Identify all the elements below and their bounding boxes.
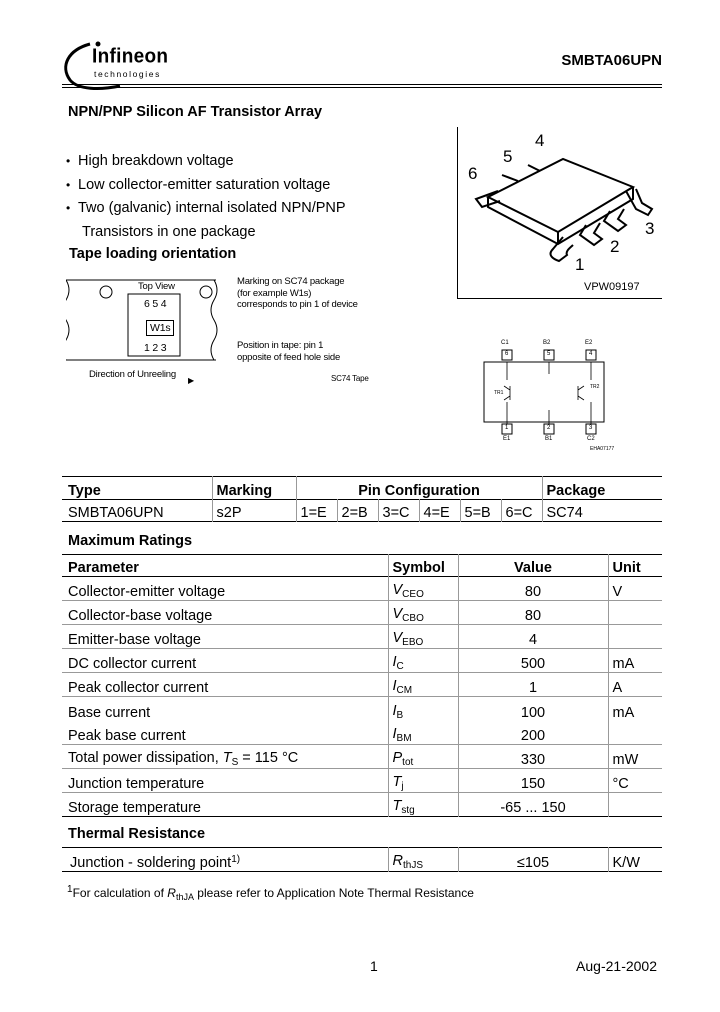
param-cell: Peak collector current bbox=[68, 680, 209, 696]
symbol-cell bbox=[388, 745, 458, 769]
schem-tr2: TR2 bbox=[590, 384, 600, 390]
tape-label: SC74 Tape bbox=[331, 374, 369, 383]
feature-item: • High breakdown voltage bbox=[66, 150, 346, 174]
symbol-sub: tot bbox=[402, 757, 414, 768]
sc74-package-icon bbox=[458, 127, 663, 299]
table-row bbox=[62, 577, 662, 601]
table-row bbox=[62, 769, 662, 793]
param-cell: Emitter-base voltage bbox=[68, 632, 201, 648]
symbol-cell bbox=[388, 793, 458, 817]
value-cell: 150 bbox=[458, 769, 608, 793]
table-row bbox=[62, 793, 662, 817]
tape-top-view: Top View bbox=[138, 281, 175, 292]
tape-note-1 bbox=[237, 276, 358, 311]
symbol-sub: j bbox=[401, 781, 404, 792]
schem-top-label: C1 bbox=[501, 340, 509, 346]
table-row bbox=[62, 848, 662, 872]
pkg-pin-label: 3 bbox=[645, 219, 655, 238]
feature-item: • Two (galvanic) internal isolated NPN/PNP bbox=[66, 197, 346, 221]
unit-cell bbox=[608, 625, 662, 649]
symbol-sub: C bbox=[396, 661, 404, 672]
table-row bbox=[62, 721, 662, 745]
thermal-table bbox=[62, 847, 662, 872]
tape-note-line: (for example W1s) bbox=[237, 287, 312, 299]
param-cell: Junction temperature bbox=[68, 776, 205, 792]
footnote-ref: 1) bbox=[231, 854, 241, 865]
schem-top-num: 5 bbox=[547, 351, 551, 357]
schem-top-num: 6 bbox=[505, 351, 509, 357]
schem-bottom-label: B1 bbox=[545, 436, 553, 442]
schem-bottom-label: C2 bbox=[587, 436, 595, 442]
tape-diagram bbox=[66, 276, 236, 366]
value-cell: 1 bbox=[458, 673, 608, 697]
param-cell: Collector-emitter voltage bbox=[68, 584, 226, 600]
pkg-pin-label: 1 bbox=[575, 255, 585, 274]
table-row bbox=[62, 601, 662, 625]
parameter-header: Parameter bbox=[68, 560, 139, 576]
symbol: T bbox=[392, 798, 402, 814]
schem-tr1: TR1 bbox=[494, 390, 504, 396]
value-cell: 330 bbox=[458, 745, 608, 769]
unit-cell: mA bbox=[608, 649, 662, 673]
tape-note-line: Position in tape: pin 1 bbox=[237, 340, 324, 351]
doc-date: Aug-21-2002 bbox=[576, 958, 657, 974]
feature-item: • Low collector-emitter saturation voltage bbox=[66, 174, 346, 198]
footnote-symbol: R bbox=[167, 886, 176, 900]
max-ratings-title: Maximum Ratings bbox=[68, 533, 193, 549]
pin-cell: 5=B bbox=[460, 500, 501, 522]
tape-pins-bottom: 1 2 3 bbox=[144, 342, 167, 354]
symbol-sub: EBO bbox=[402, 637, 424, 648]
part-number: SMBTA06UPN bbox=[561, 52, 662, 69]
symbol: P bbox=[392, 750, 403, 766]
package-drawing-frame bbox=[457, 127, 662, 299]
tape-direction: Direction of Unreeling bbox=[89, 369, 176, 380]
unit-cell: mW bbox=[608, 745, 662, 769]
symbol-sub: CBO bbox=[402, 613, 424, 624]
symbol-cell bbox=[388, 697, 458, 721]
pkg-pin-label: 2 bbox=[610, 237, 620, 256]
param-symbol: T bbox=[222, 750, 232, 766]
symbol-sub: stg bbox=[401, 805, 415, 816]
param-cell bbox=[62, 745, 388, 769]
param-text: Total power dissipation, bbox=[68, 750, 223, 766]
pkg-pin-label: 5 bbox=[503, 147, 513, 166]
footnote-text: For calculation of bbox=[72, 886, 168, 900]
pin-cell: 1=E bbox=[296, 500, 337, 522]
value-cell: 200 bbox=[458, 721, 608, 745]
schem-bottom-num: 2 bbox=[547, 425, 551, 431]
param-cell: Storage temperature bbox=[68, 800, 201, 816]
pin-config-header: Pin Configuration bbox=[296, 477, 542, 500]
value-cell: 80 bbox=[458, 601, 608, 625]
symbol-sub: B bbox=[396, 709, 404, 721]
package-cell: SC74 bbox=[542, 500, 662, 522]
footnote-text: please refer to Application Note Thermal Resistance bbox=[193, 886, 474, 900]
pin-cell: 3=C bbox=[378, 500, 419, 522]
tape-note-line: opposite of feed hole side bbox=[237, 351, 341, 363]
unit-cell: A bbox=[608, 673, 662, 697]
symbol-cell bbox=[388, 577, 458, 601]
symbol-cell bbox=[388, 649, 458, 673]
pkg-pin-label: 4 bbox=[535, 131, 545, 150]
pin-cell: 2=B bbox=[337, 500, 378, 522]
logo-brand: Infineon bbox=[92, 45, 169, 68]
value-cell: 500 bbox=[458, 649, 608, 673]
param-cell bbox=[62, 848, 388, 872]
unit-cell bbox=[608, 793, 662, 817]
unit-cell: mA bbox=[608, 697, 662, 721]
symbol: I bbox=[392, 726, 397, 742]
param-symbol-sub: S bbox=[231, 757, 239, 768]
symbol-cell bbox=[388, 625, 458, 649]
type-header: Type bbox=[68, 483, 101, 499]
unit-cell: K/W bbox=[608, 848, 662, 872]
header-rule-thin bbox=[62, 87, 662, 88]
pin-cell: 6=C bbox=[501, 500, 542, 522]
symbol: I bbox=[392, 678, 397, 694]
symbol-cell bbox=[388, 601, 458, 625]
symbol-sub: BM bbox=[396, 733, 412, 744]
symbol-cell bbox=[388, 721, 458, 745]
tape-note-line: Marking on SC74 package bbox=[237, 276, 345, 287]
schem-bottom-num: 3 bbox=[589, 425, 593, 431]
pin-cell: 4=E bbox=[419, 500, 460, 522]
unit-cell bbox=[608, 601, 662, 625]
feature-item: Transistors in one package bbox=[82, 223, 256, 240]
symbol-cell bbox=[388, 673, 458, 697]
table-row bbox=[62, 625, 662, 649]
tape-title: Tape loading orientation bbox=[69, 246, 237, 262]
table-row bbox=[62, 745, 662, 769]
footnote-mark: 1 bbox=[67, 884, 73, 895]
marking-cell: s2P bbox=[212, 500, 296, 522]
tape-pins-top: 6 5 4 bbox=[144, 298, 167, 310]
value-header: Value bbox=[458, 555, 608, 577]
tape-note-line: corresponds to pin 1 of device bbox=[237, 299, 358, 310]
table-row bbox=[62, 673, 662, 697]
symbol: V bbox=[392, 630, 403, 646]
symbol: V bbox=[392, 606, 403, 622]
symbol: I bbox=[392, 702, 397, 719]
unit-cell: °C bbox=[608, 769, 662, 793]
pin-schematic bbox=[470, 340, 630, 460]
unit-cell: V bbox=[608, 577, 662, 601]
pkg-code: VPW09197 bbox=[584, 281, 640, 293]
value-cell: 100 bbox=[458, 697, 608, 721]
thermal-title: Thermal Resistance bbox=[68, 826, 206, 842]
value-cell: ≤105 bbox=[458, 848, 608, 872]
marking-header: Marking bbox=[212, 477, 296, 500]
logo-brand-sub: technologies bbox=[94, 69, 161, 79]
table-row bbox=[62, 697, 662, 721]
tape-marking-example: W1s bbox=[146, 320, 174, 336]
param-cell: Peak base current bbox=[68, 728, 186, 744]
symbol: R bbox=[392, 853, 403, 869]
param-tail: = 115 °C bbox=[238, 750, 299, 766]
unit-cell bbox=[608, 721, 662, 745]
param-cell: DC collector current bbox=[68, 656, 197, 672]
symbol-sub: CEO bbox=[402, 589, 424, 600]
symbol-header: Symbol bbox=[388, 555, 458, 577]
value-cell: 4 bbox=[458, 625, 608, 649]
param-cell: Collector-base voltage bbox=[68, 608, 213, 624]
schem-top-num: 4 bbox=[589, 351, 593, 357]
footnote-symbol-sub: thJA bbox=[175, 892, 194, 902]
schem-bottom-num: 1 bbox=[505, 425, 509, 431]
tape-note-2 bbox=[237, 340, 340, 363]
param-text: Junction - soldering point bbox=[70, 855, 232, 871]
symbol: V bbox=[392, 582, 403, 598]
direction-arrow-icon: ▶ bbox=[188, 376, 195, 385]
symbol-cell bbox=[388, 769, 458, 793]
value-cell: 80 bbox=[458, 577, 608, 601]
header-rule bbox=[62, 84, 662, 85]
symbol: I bbox=[392, 654, 397, 670]
schem-code: EHA07177 bbox=[590, 446, 615, 452]
symbol-sub: CM bbox=[396, 685, 413, 696]
table-row bbox=[62, 649, 662, 673]
symbol-cell bbox=[388, 848, 458, 872]
page-title: NPN/PNP Silicon AF Transistor Array bbox=[68, 104, 323, 120]
page-number: 1 bbox=[370, 958, 378, 974]
feature-list bbox=[66, 150, 346, 244]
type-table bbox=[62, 476, 662, 522]
schem-top-label: B2 bbox=[543, 340, 551, 346]
symbol: T bbox=[392, 774, 402, 790]
max-ratings-table bbox=[62, 554, 662, 817]
pkg-pin-label: 6 bbox=[468, 164, 478, 183]
param-cell: Base current bbox=[68, 704, 151, 721]
symbol-sub: thJS bbox=[402, 860, 423, 871]
schem-bottom-label: E1 bbox=[503, 436, 511, 442]
footnote bbox=[67, 884, 474, 902]
value-cell: -65 ... 150 bbox=[458, 793, 608, 817]
schem-top-label: E2 bbox=[585, 340, 593, 346]
unit-header: Unit bbox=[608, 555, 662, 577]
package-header: Package bbox=[542, 477, 662, 500]
type-cell: SMBTA06UPN bbox=[68, 505, 164, 521]
